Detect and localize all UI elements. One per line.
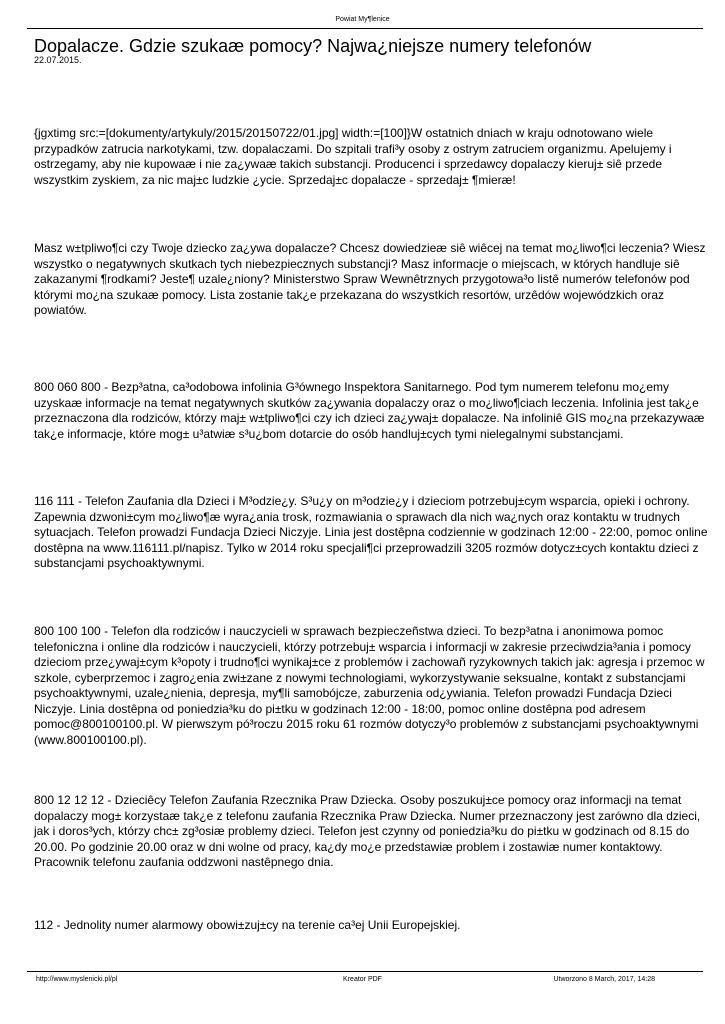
footer-divider	[27, 971, 703, 972]
paragraph-800121212: 800 12 12 12 - Dzieciêcy Telefon Zaufania Rzecznika Praw Dziecka. Osoby poszukuj±ce pomocy oraz informacji na temat dopalaczy mog± korzystaæ tak¿e z telefonu zaufania Rzecznika Praw Dziecka. Numer przeznaczony jest zarówno dla dzieci, jak i doros³ych, którzy chc± zg³osiæ problemy dzieci. Telefon jest czynny od poniedzia³ku do pi±tku w godzinach od 8.15 do 20.00. Po godzinie 20.00 oraz w dni wolne od pracy, ka¿dy mo¿e przedstawiæ problem i zostawiæ numer kontaktowy. Pracownik telefonu zaufania oddzwoni nastêpnego dnia.	[34, 793, 701, 869]
paragraph-800100100: 800 100 100 - Telefon dla rodziców i nauczycieli w sprawach bezpieczeñstwa dzieci. To bezp³atna i anonimowa pomoc telefoniczna i online dla rodziców i nauczycieli, którzy potrzebuj± wsparcia i informacji w zakresie przeciwdzia³ania i pomocy dzieciom prze¿ywaj±cym k³opoty i trudno¶ci wynikaj±ce z problemów i zachowañ ryzykownych takich jak: agresja i przemoc w szkole, cyberprzemoc i zagro¿enia zwi±zane z nowymi technologiami, wykorzystywanie seksualne, kontakt z substancjami psychoaktywnymi, uzale¿nienia, depresja, my¶li samobójcze, zaburzenia od¿ywiania. Telefon prowadzi Fundacja Dzieci Niczyje. Linia dostêpna od poniedzia³ku do pi±tku w godzinach 12:00 - 18:00, pomoc online dostêpna pod adresem pomoc@800100100.pl. W pierwszym pó³roczu 2015 roku 61 rozmów dotyczy³o problemów z substancjami psychoaktywnymi (www.800100100.pl).	[34, 624, 705, 747]
footer-created: Utworzono 8 March, 2017, 14:28	[553, 976, 655, 983]
footer-generator: Kreator PDF	[343, 976, 382, 983]
footer-url[interactable]: http://www.myslenicki.pl/pl	[36, 976, 118, 983]
paragraph-116111: 116 111 - Telefon Zaufania dla Dzieci i M³odzie¿y. S³u¿y on m³odzie¿y i dzieciom potrzebuj±cym wsparcia, opieki i ochrony. Zapewnia dzwoni±cym mo¿liwo¶æ wyra¿ania trosk, rozmawiania o sprawach dla nich wa¿nych oraz kontaktu w trudnych sytuacjach. Telefon prowadzi Fundacja Dzieci Niczyje. Linia jest dostêpna codziennie w godzinach 12:00 - 22:00, pomoc online dostêpna na www.116111.pl/napisz. Tylko w 2014 roku specjali¶ci przeprowadzili 3205 rozmów dotycz±cych kontaktu dzieci z substancjami psychoaktywnymi.	[34, 494, 708, 570]
header-divider	[27, 28, 703, 29]
paragraph-question: Masz w±tpliwo¶ci czy Twoje dziecko za¿ywa dopalacze? Chcesz dowiedzieæ siê wiêcej na temat mo¿liwo¶ci leczenia? Wiesz wszystko o negatywnych skutkach tych niebezpiecznych substancji? Masz informacje o miejscach, w których handluje siê zakazanymi ¶rodkami? Jeste¶ uzale¿niony? Ministerstwo Spraw Wewnêtrznych przygotowa³o listê numerów telefonów pod którymi mo¿na szukaæ pomocy. Lista zostanie tak¿e przekazana do wszystkich resortów, urzêdów wojewódzkich oraz powiatów.	[34, 241, 706, 317]
paragraph-gis-hotline: 800 060 800 - Bezp³atna, ca³odobowa infolinia G³ównego Inspektora Sanitarnego. Pod tym numerem telefonu mo¿emy uzyskaæ informacje na temat negatywnych skutków za¿ywania dopalaczy oraz o mo¿liwo¶ciach leczenia. Infolinia jest tak¿e przeznaczona dla rodziców, którzy maj± w±tpliwo¶ci czy ich dzieci za¿ywaj± dopalacze. Na infoliniê GIS mo¿na przekazywaæ tak¿e informacje, które mog± u³atwiæ s³u¿bom dotarcie do osób handluj±cych tymi nielegalnymi substancjami.	[34, 380, 705, 441]
paragraph-112: 112 - Jednolity numer alarmowy obowi±zuj±cy na terenie ca³ej Unii Europejskiej.	[34, 918, 461, 932]
site-name: Powiat My¶lenice	[335, 16, 390, 23]
article-date: 22.07.2015.	[34, 55, 82, 65]
paragraph-intro: {jgxtimg src:=[dokumenty/artykuly/2015/20150722/01.jpg] width:=[100]}W ostatnich dniach w kraju odnotowano wiele przypadków zatrucia narkotykami, tzw. dopalaczami. Do szpitali trafi³y osoby z ostrym zatruciem organizmu. Apelujemy i ostrzegamy, aby nie kupowaæ i nie za¿ywaæ takich substancji. Producenci i sprzedawcy dopalaczy kieruj± siê przede wszystkim zyskiem, za nic maj±c ludzkie ¿ycie. Sprzedaj±c dopalacze - sprzedaj± ¶mieræ!	[34, 126, 672, 187]
article-title: Dopalacze. Gdzie szukaæ pomocy? Najwa¿niejsze numery telefonów	[34, 36, 592, 56]
